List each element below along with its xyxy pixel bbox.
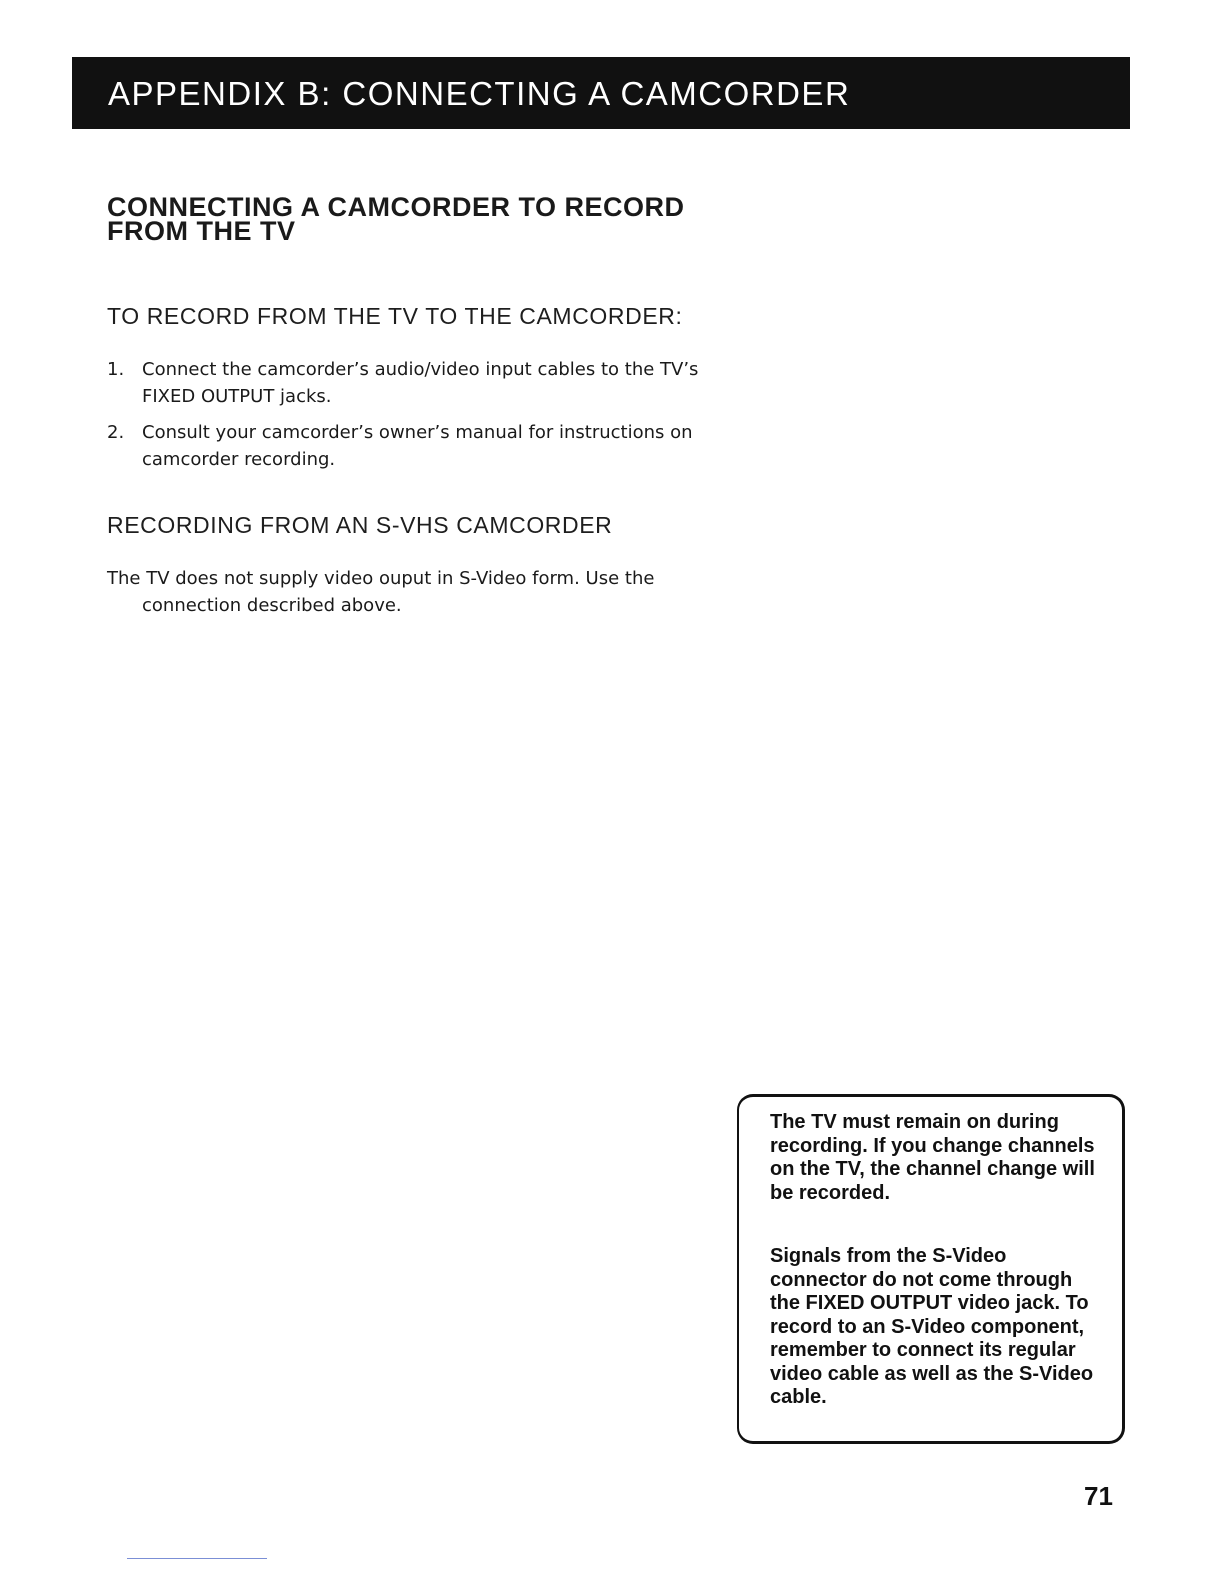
footer-rule bbox=[127, 1558, 267, 1559]
sidebar-note bbox=[737, 1094, 1125, 1444]
section-title bbox=[107, 192, 747, 246]
step-text: Consult your camcorder’s owner’s manual for instructions on camcorder recording. bbox=[142, 422, 693, 470]
appendix-title: APPENDIX B: CONNECTING A CAMCORDER bbox=[108, 75, 851, 112]
page-number: 71 bbox=[1084, 1481, 1113, 1511]
note-paragraph-2: Signals from the S-Video connector do not come through the FIXED OUTPUT video jack. To record to an S-Video component, remember to connect its regular video cable as well as the S-Video cable. bbox=[770, 1245, 1094, 1408]
step-number: 1. bbox=[107, 359, 125, 380]
step-item bbox=[107, 419, 747, 473]
record-from-tv-heading: TO RECORD FROM THE TV TO THE CAMCORDER: bbox=[107, 303, 683, 329]
section-title-line-2: FROM THE TV bbox=[107, 216, 296, 246]
step-text: Connect the camcorder’s audio/video input cables to the TV’s FIXED OUTPUT jacks. bbox=[142, 359, 699, 407]
note-paragraph-1: The TV must remain on during recording. If you change channels on the TV, the channel change will be recorded. bbox=[770, 1111, 1095, 1204]
section-title-line-1: CONNECTING A CAMCORDER TO RECORD bbox=[107, 192, 685, 222]
svhs-heading: RECORDING FROM AN S-VHS CAMCORDER bbox=[107, 512, 613, 538]
record-steps-list bbox=[107, 356, 747, 482]
svhs-paragraph: The TV does not supply video ouput in S-Video form. Use the connection described above. bbox=[107, 568, 655, 616]
step-number: 2. bbox=[107, 422, 125, 443]
appendix-banner bbox=[72, 57, 1130, 129]
step-item bbox=[107, 356, 747, 410]
